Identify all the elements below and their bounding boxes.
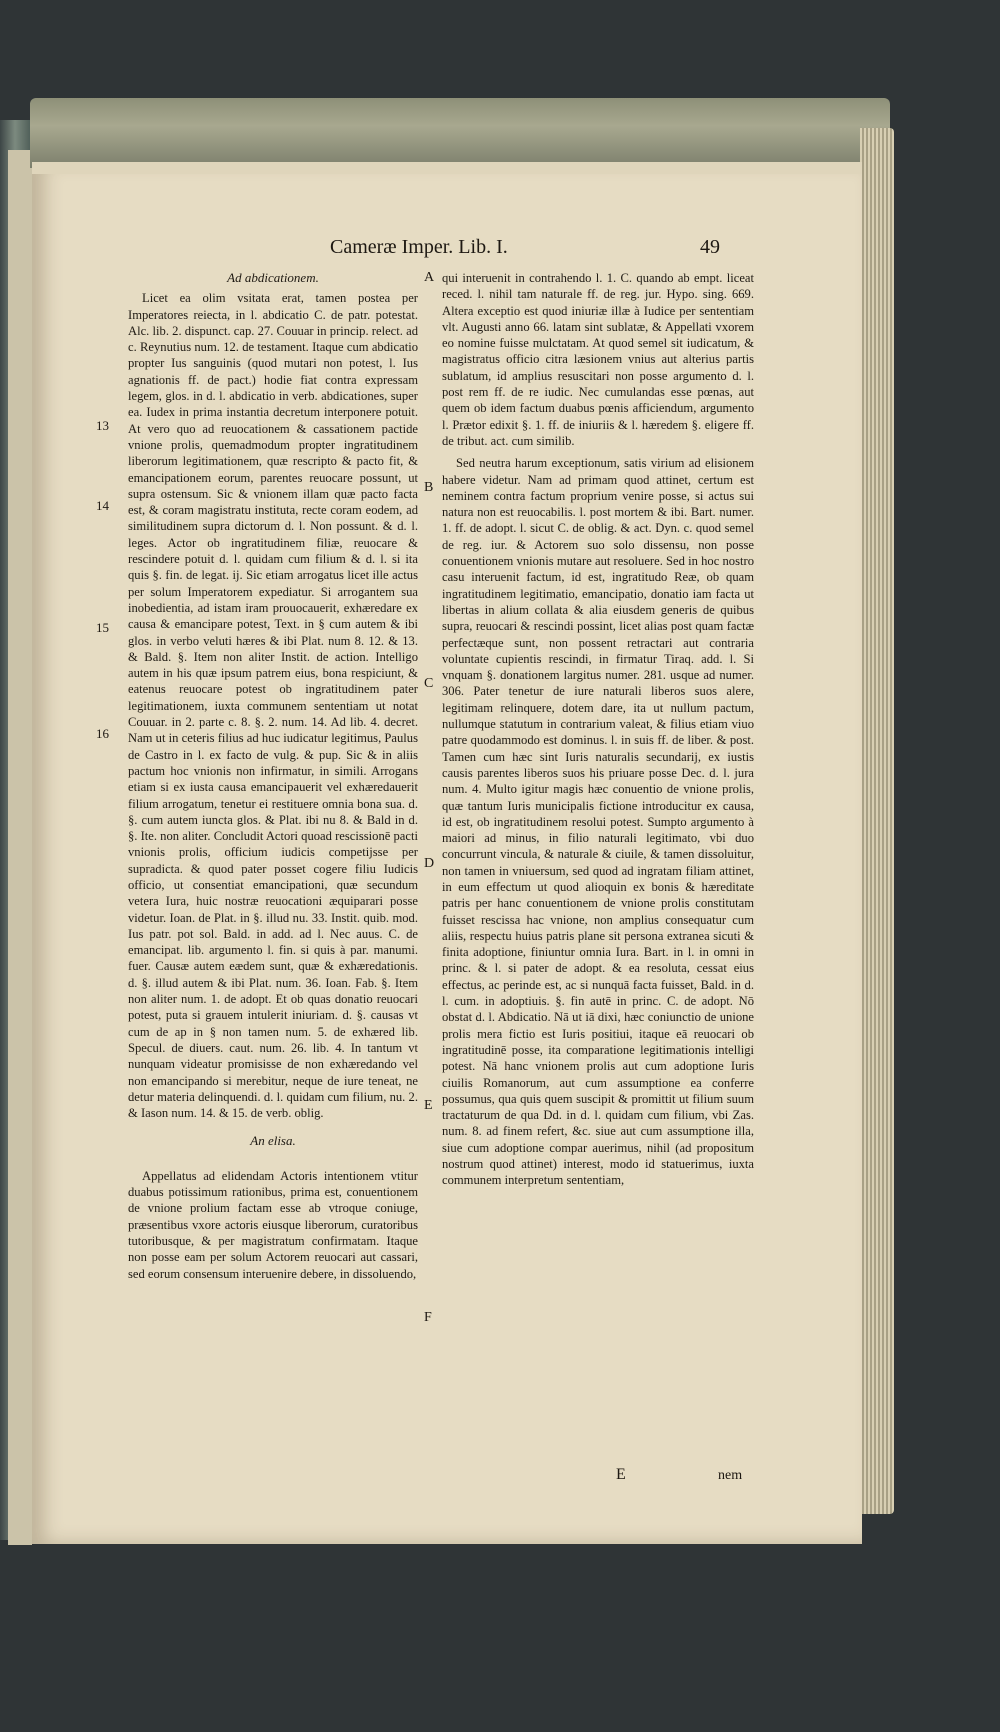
margin-number: 14 <box>96 498 109 513</box>
left-page-edge <box>8 150 32 1545</box>
book-cover-top <box>30 98 890 168</box>
page-stack <box>860 128 894 1514</box>
signature-mark: E <box>616 1466 626 1483</box>
catchword: nem <box>718 1468 743 1483</box>
margin-number: 15 <box>96 620 109 635</box>
margin-letter: F <box>424 1310 432 1325</box>
section-heading: Ad abdicationem. <box>227 270 319 285</box>
running-title: Cameræ Imper. Lib. I. <box>330 236 508 258</box>
margin-number: 16 <box>96 726 109 741</box>
margin-number: 13 <box>96 418 109 433</box>
page-top-edge <box>32 162 862 174</box>
margin-letter: E <box>424 1098 433 1113</box>
paragraph: Licet ea olim vsitata erat, tamen postea per Imperatores reiecta, in l. abdicatio C. de patr. potestat. Alc. lib. 2. dispunct. cap. 27. Couuar in princip. relect. ad c. Reynutius num. 12. de testament. Itaque cum abdicatio propter Ius sanguinis (quod mutari non potest, l. Ius agnationis ff. de pact.) hodie fiat contra expressam legem, glos. in d. l. abdicatio in verb. abdicationes, super ea. Iudex in prima instantia decretum interponere potuit. At vero quo ad reuocationem & cassationem pactide vnione prolis, quemadmodum propter ingratitudinem liberorum legitimationem, quæ rescripto & pacto fit, & emancipationem eorum, parentes reuocare possunt, ut supra ostensum. Sic & vnionem illam quæ pacto facta est, & coram magistratu instituta, recte coram eodem, ad similitudinem supra dictorum d. l. Non possunt. & d. l. leges. Actor ob ingratitudinem filiæ, reuocare & rescindere potuit d. l. quidam cum filium & d. l. si ita quis §. fin. de legat. ij. Sic etiam arrogatus licet ille actus per solum Imperatorem expediatur. Si arrogantem sua inobedientia, ad istam iram prouocauerit, exhæredare ex causa & emancipare potest, Text. in § cum autem & ibi glos. in verbo veluti hæres & ibi Plat. num 8. 12. & 13. & Bald. §. Item non aliter Instit. de action. Intelligo autem in his quæ ipsum patrem eius, bona respiciunt, & eatenus reuocare potest ob ingratitudinem pater legitimationem, iuxta communem sententiam ut notat Couuar. in 2. parte c. 8. §. 2. num. 14. Ad lib. 4. decret. Nam ut in ceteris filius ad huc iudicatur legitimus, Paulus de Castro in l. ex facto de vulg. & pup. Sic & in aliis pactum hoc vnionis non infirmatur, in simili. Arrogans etiam si ex iusta causa emancipauerit vel exhæredauerit filium arrogatum, tenetur ei restituere omnia bona sua. d. §. cum autem iuncta glos. & Plat. ibi nu 8. & Bald in d. §. Ite. non aliter. Concludit Actori quoad rescissionē pacti vnionis prolis, officium iudicis competijsse per supradicta. & quod pater posset cogere filiu Iudicis officio, ut consentiat emancipationi, quæ secundum vetera Iura, huic nostræ reuocationi æquiparari posse videtur. Ioan. de Plat. in §. illud nu. 33. Instit. quib. mod. Ius patr. pot sol. Bald. in add. ad l. Nec auus. C. de emancipat. lib. argumento l. fin. si quis à par. manumi. fuer. Causæ autem eædem sunt, quæ & exhæredationis. d. §. illud autem & ibi Plat. num. 36. Ioan. Fab. §. Item non aliter num. 1. de adopt. Et ob quas donatio reuocari potest, puta si grauem intulerit iniuriam. d. §. causas vt cum de ap in § non tamen num. 5. de exhæred lib. Specul. de diuers. caut. num. 26. lib. 4. In tantum vt nunquam videatur promisisse de non exhæredando vel non emancipando si merebitur, neque de iure teneat, ne detur materia delinquendi. d. l. quidam cum filium, nu. 2. & Iason num. 14. & 15. de verb. oblig. <box>128 291 418 1121</box>
running-header <box>300 236 720 266</box>
page-number: 49 <box>700 236 720 258</box>
paragraph: Appellatus ad elidendam Actoris intentionem vtitur duabus potissimum rationibus, prima est, conuentionem de vnione prolium factam esse ab vtroque coniuge, præsentibus vxore actoris eiusque liberorum, curatoribus tutoribusque, & per magistratum confirmatam. Itaque non posse eam per solum Actorem reuocari aut cassari, sed eorum consensum interuenire debere, in dissoluendo, <box>128 1168 418 1281</box>
right-column <box>442 270 754 1189</box>
paragraph: Sed neutra harum exceptionum, satis virium ad elisionem habere videtur. Nam ad primam quod attinet, certum est neminem contra factum proprium venire posse, si actus sui natura non est reuocabilis. l. post mortem & ibi. Bart. numer. 1. ff. de adopt. l. sicut C. de oblig. & act. Dyn. c. quod semel de reg. iur. & Actorem suo solo dissensu, non posse conuentionem vnionis mutare aut resoluere. Sed in hoc nostro casu interuenit factum, id est, ingratitudo Reæ, ob quam ingratitudinem legitimatio, emancipatio, donatio iam facta ut libertas in alium collata & alia eiusdem generis de quibus supra, reuocari & rescindi possint, licet alias post quam factæ perfectæque sunt, non possent retractari aut contraria voluntate cupientis rescindi, in firmatur Tiraq. add. l. Si vnquam §. donationem largitus numer. 281. usque ad numer. 306. Pater tenetur de iure naturali liberos suos alere, legitimam relinquere, dotem dare, ita ut nullum pactum, nullumque statutum in contrarium valeat, & filius etiam viuo patre quodammodo est dominus. l. in suis ff. de liber. & post. Tamen cum hæc sint Iuris naturalis secundarij, ex iustis causis parentes liberos suos his priuare posse Dec. d. l. jura num. 4. Multo igitur magis hæc conuentio de vnione prolis, quæ tantum Iuris municipalis fictione introducitur ex causa, id est, ob ingratitudinem resolui potest. Sumpto argumento à maiori ad minus, in filio naturali legitimato, vbi duo concurrunt vincula, & naturale & ciuile, & tamen dissoluitur, non tamen in vniuersum, sed quod ad ingratam filiam attinet, in eum effectum ut quod alioquin ex bonis & hæreditate patris per hanc conuentionem de vnione prolis constitutam fuisset rescissa hac vnione, non amplius consequatur cum aliis, respectu huius patris plane sit persona extranea sicuti & finita adoptione, finiuntur omnia Iura. Bart. in l. in omni in princ. & l. si pater de adopt. & ea resoluta, cessat eius effectus, ac perinde est, ac si nunquā facta fuisset, Bald. in d. l. cum. in adoptiuis. §. fin autē in princ. C. de adopt. Nō obstat d. l. Abdicatio. Nā ut iā dixi, hæc coniunctio de unione prolis mera fictio est Iuris positiui, itaque eā reuocari ob ingratitudinē posse, ita comparatione legitimationis intelligi potest. Nā hanc vnionem prolis aut cum adoptione Iuris ciuilis Romanorum, aut cum assumptione ea conferre possumus, qua quis quem suscipit & promittit ut filium suum tractaturum de qua Dd. in d. l. quidam cum filium, vbi Zas. num. 8. ad finem refert, &c. siue aut cum assumptione illa, siue cum adoptione compar auerimus, nihil (ad propositum nostrum quod attinet) interest, modo id statuerimus, iuxta communem interpretum sententiam, <box>442 456 754 1188</box>
left-column <box>128 270 418 1282</box>
paragraph: qui interuenit in contrahendo l. 1. C. quando ab empt. liceat reced. l. nihil tam naturale ff. de reg. jur. Hypo. sing. 669. Altera exceptio est quod iniuriæ illæ à Iudice per sententiam vlt. Augusti anno 66. latam sint sublatæ, & Appellati vxorem eo nomine fuisse mulctatam. At quod semel sit iudicatum, & magistratus officio citra læsionem vnius aut alterius partis sublatum, id amplius resuscitari non posse argumento d. l. post rem ff. de re iudic. Nec cumulandas esse pœnas, aut quem ob idem factum duabus pœnis afficiendum, argumento l. Prætor edixit §. 1. ff. de iniuriis & l. hæredem §. eligere ff. de tribut. act. cum similib. <box>442 271 754 448</box>
margin-letter: D <box>424 856 435 871</box>
margin-letter: B <box>424 480 434 495</box>
section-heading: An elisa. <box>250 1133 296 1149</box>
margin-letter: C <box>424 676 434 691</box>
margin-letter: A <box>424 270 435 285</box>
